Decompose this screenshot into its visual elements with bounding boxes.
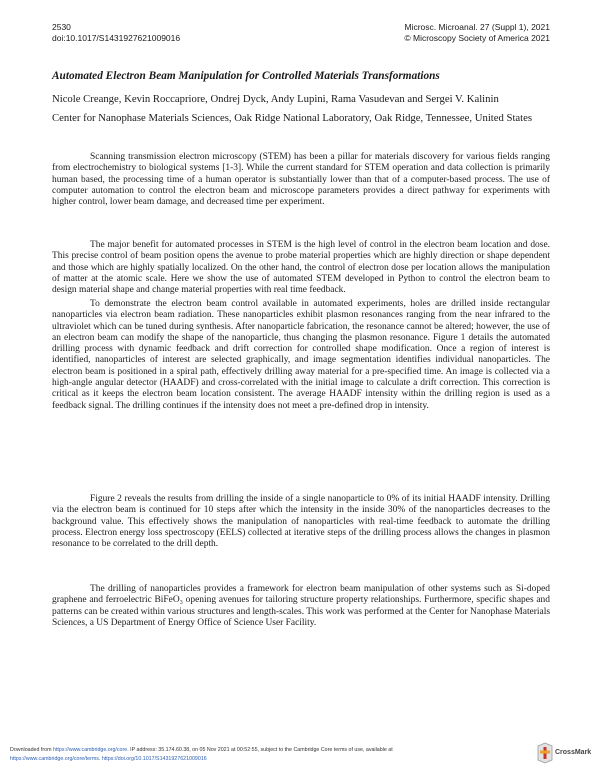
affiliation: Center for Nanophase Materials Sciences, Oak Ridge National Laboratory, Oak Ridge, Tennessee, United States	[52, 112, 533, 124]
paper-title: Automated Electron Beam Manipulation for Controlled Materials Transformations	[52, 70, 440, 82]
crossmark-label[interactable]: CrossMark	[555, 749, 592, 756]
doi-link[interactable]: https://doi.org/10.1017/S1431927621009016	[101, 756, 207, 762]
footer-ip-text: . IP address: 35.174.60.38, on 05 Nov 2021 at 00:52:55, subject to the Cambridge Core terms of use, available at	[127, 747, 393, 753]
cambridge-core-link[interactable]: https://www.cambridge.org/core	[53, 747, 128, 753]
body-paragraph-3: To demonstrate the electron beam control available in automated experiments, holes are drilled inside rectangular nanoparticles via electron beam radiation. These nanoparticles exhibit plasmon resonances ranging from the near infrared to the ultraviolet which can be tuned during synthesis. After nanoparticle fabrication, the resonance cannot be altered; however, the use of an electron beam can modify the shape of the nanoparticle, thus changing the plasmon resonance. Figure 1 details the automated drilling process with dynamic feedback and drift correction for controlled shape modification. Once a region of interest is identified, nanoparticles of interest are selected graphically, and image segmentation identifies individual nanoparticles. The electron beam is positioned in a spiral path, effectively drilling away material for a pre-specified time. An image is collected via a high-angle angular detector (HAADF) and cross-correlated with the initial image to calculate a drift correction. This correction is critical as it keeps the electron beam location consistent. The average HAADF intensity within the drilling region is used as a feedback signal. The drilling continues if the intensity does not meet a pre-defined drop in intensity.	[52, 299, 550, 411]
terms-link[interactable]: https://www.cambridge.org/core/terms	[10, 756, 99, 762]
download-footer-line-1	[10, 747, 393, 753]
body-paragraph-2: The major benefit for automated processes in STEM is the high level of control in the electron beam location and dose. This precise control of beam position opens the avenue to probe material properties which are highly direction or shape dependent and those which are highly spatially localized. On the other hand, the control of electron dose per location allows the manipulation of matter at the atomic scale. Here we show the use of automated STEM developed in Python to control the electron beam to design material shape and change material properties with real time feedback.	[52, 240, 550, 296]
body-paragraph-1: Scanning transmission electron microscopy (STEM) has been a pillar for materials discovery for various fields ranging from electrochemistry to biological systems [1-3]. While the current standard for STEM operation and data collection is primarily human based, the processing time of a human operator is substantially lower than that of a computer-based process. The use of computer automation to control the electron beam and microscope parameters provides a direct pathway for experiments with higher control, lower beam damage, and decreased time per experiment.	[52, 152, 550, 208]
page-number: 2530	[52, 22, 71, 32]
copyright: © Microscopy Society of America 2021	[404, 33, 550, 43]
body-paragraph-5: The drilling of nanoparticles provides a framework for electron beam manipulation of other systems such as Si-doped graphene and ferroelectric BiFeO₃ opening avenues for tailoring structure property relationships. Furthermore, specific shapes and patterns can be created within various structures and length-scales. This work was performed at the Center for Nanophase Materials Sciences, a US Department of Energy Office of Science User Facility.	[52, 584, 550, 628]
journal-citation: Microsc. Microanal. 27 (Suppl 1), 2021	[404, 22, 550, 32]
footer-prefix: Downloaded from	[10, 747, 52, 753]
download-footer-line-2	[10, 756, 207, 762]
running-header-right	[362, 22, 550, 44]
body-paragraph-4: Figure 2 reveals the results from drilling the inside of a single nanoparticle to 0% of its initial HAADF intensity. Drilling via the electron beam is continued for 10 steps after which the intensity in the inside 30% of the nanoparticles decreases to the background value. This effectively shows the manipulation of nanoparticles with real-time feedback to automate the drilling process. Electron energy loss spectroscopy (EELS) collected at iterative steps of the drilling process allows the changes in plasmon resonance to be correlated to the drill depth.	[52, 494, 550, 550]
doi: doi:10.1017/S1431927621009016	[52, 33, 181, 43]
crossmark-icon[interactable]	[537, 742, 553, 764]
author-list: Nicole Creange, Kevin Roccapriore, Ondrej Dyck, Andy Lupini, Rama Vasudevan and Sergei V. Kalinin	[52, 93, 499, 105]
footer-separator: .	[98, 756, 102, 762]
running-header-left	[52, 22, 180, 44]
